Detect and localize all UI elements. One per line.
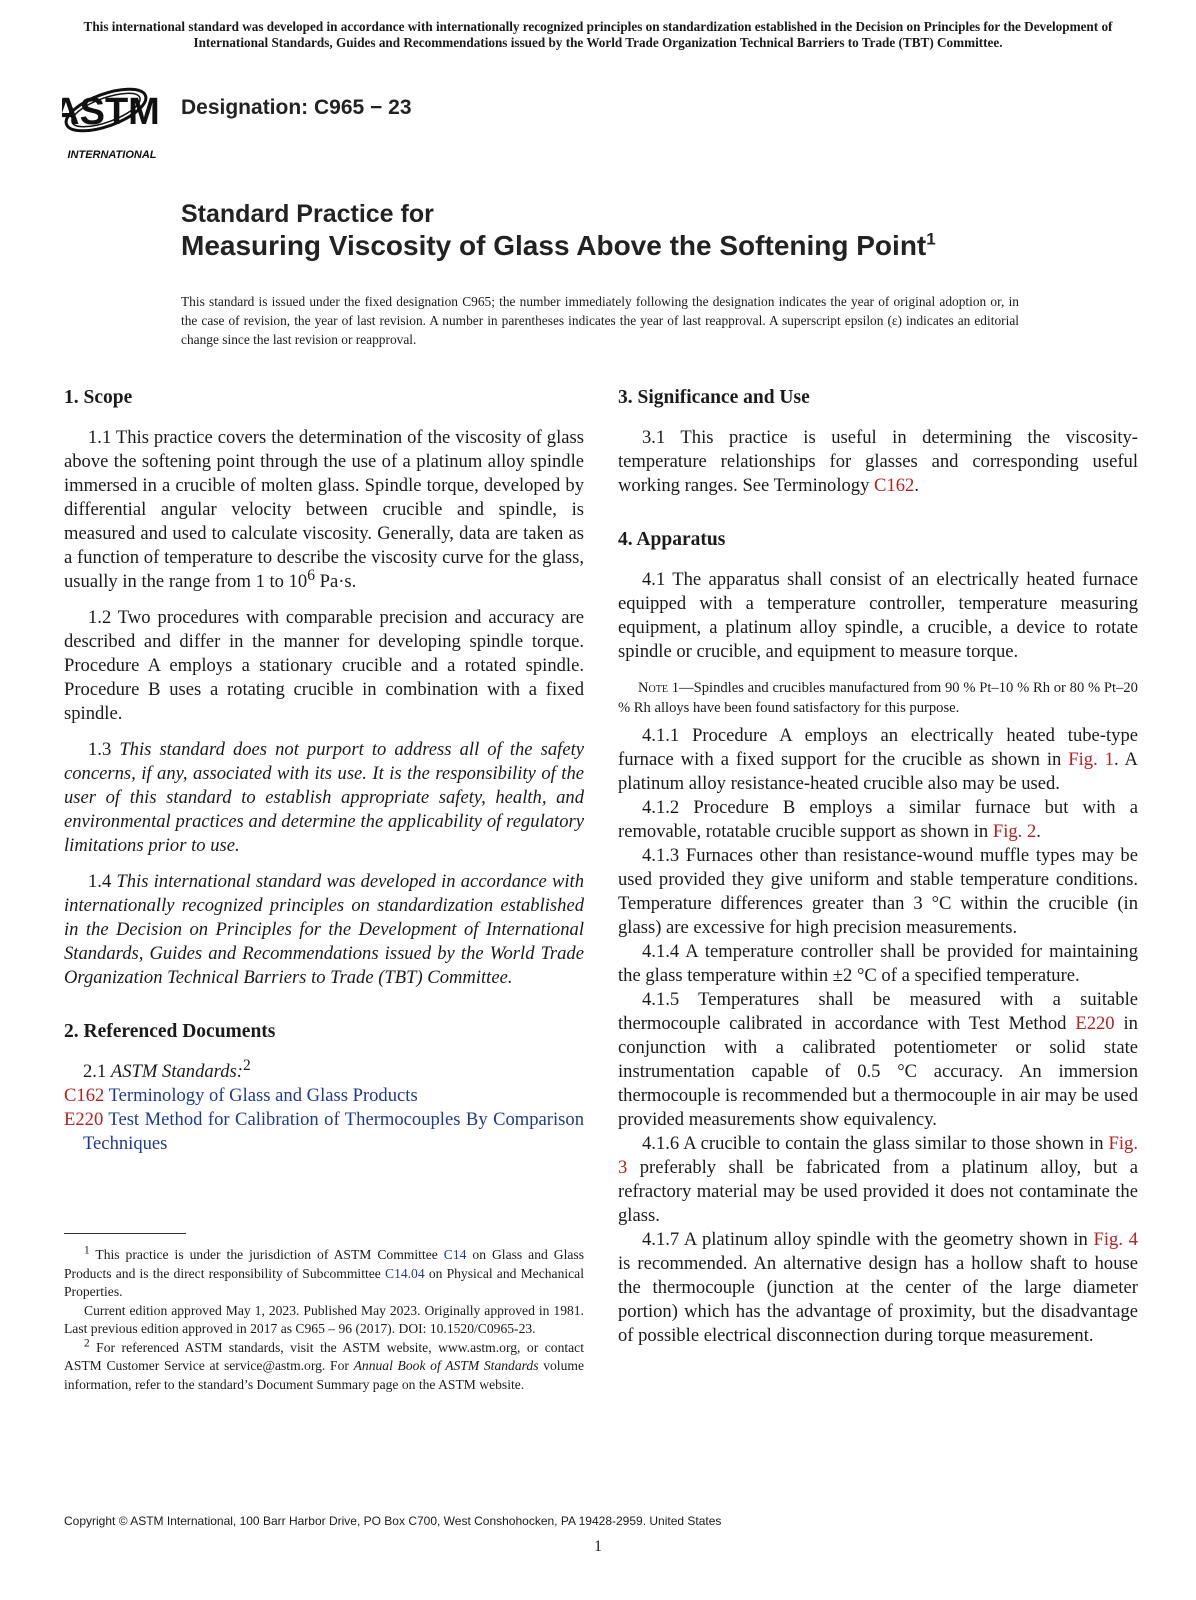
section-heading-significance: 3. Significance and Use xyxy=(618,387,810,408)
para-4-1-2-end: . xyxy=(1036,821,1041,842)
ref-c162-title-link[interactable]: Terminology of Glass and Glass Products xyxy=(104,1085,418,1106)
para-4-1: 4.1 The apparatus shall consist of an electrically heated furnace equipped with a temperature controller, temperature measuring equipment, a platinum alloy spindle, a crucible, a device to rotate spindle or crucible, and equipment to measure torque. xyxy=(618,569,1138,662)
copyright: Copyright © ASTM International, 100 Barr Harbor Drive, PO Box C700, West Conshohocken, PA 19428-2959. United States xyxy=(64,1514,722,1528)
fig-1-link[interactable]: Fig. 1 xyxy=(1068,749,1114,770)
para-4-1-6-text: 4.1.6 A crucible to contain the glass similar to those shown in xyxy=(642,1133,1109,1154)
para-4-1-1-text: 4.1.1 Procedure A employs an electrically heated tube-type furnace with a fixed support for the crucible as shown in xyxy=(618,725,1138,770)
astm-logo-icon xyxy=(62,68,172,168)
ref-c162-code-link[interactable]: C162 xyxy=(64,1085,105,1106)
para-4-1-6 xyxy=(618,1132,1138,1228)
footnote-2-mark: 2 xyxy=(84,1336,90,1349)
title-main: Measuring Viscosity of Glass Above the Softening Point xyxy=(181,230,927,261)
footnote-1-mark: 1 xyxy=(84,1244,90,1257)
issued-note: This standard is issued under the fixed designation C965; the number immediately following the designation indicates the year of original adoption or, in the case of revision, the year of last revision. A number in parentheses indicates the year of last reapproval. A superscript epsilon (ε) indicates an editorial change since the last revision or reapproval. xyxy=(181,294,1019,347)
para-1-4 xyxy=(64,870,584,990)
right-column xyxy=(618,386,1138,1348)
ref-e220 xyxy=(64,1108,584,1156)
para-2-1 xyxy=(64,1056,584,1084)
footnote-1-edition: Current edition approved May 1, 2023. Published May 2023. Originally approved in 1981. Last previous edition approved in 2017 as C965 – 96 (2017). DOI: 10.1520/C0965-23. xyxy=(64,1302,584,1336)
note-1-text: —Spindles and crucibles manufactured from 90 % Pt–10 % Rh or 80 % Pt–20 % Rh alloys have been found satisfactory for this purpose. xyxy=(618,680,1138,716)
footnote-1-text-b: on Glass and Glass Products and is the direct responsibility of Subcommittee xyxy=(64,1247,584,1281)
page-number: 1 xyxy=(594,1538,602,1555)
para-3-1-end: . xyxy=(914,475,919,496)
para-1-3-text: This standard does not purport to address all of the safety concerns, if any, associated with its use. It is the responsibility of the user of this standard to establish appropriate safety, health, and environmental practices and determine the applicability of regulatory limitations prior to use. xyxy=(64,739,585,856)
ref-c162 xyxy=(64,1084,584,1108)
footnote-1-text-a: This practice is under the jurisdiction of ASTM Committee xyxy=(89,1247,444,1262)
fig-4-link[interactable]: Fig. 4 xyxy=(1093,1229,1138,1250)
para-4-1-7-text: 4.1.7 A platinum alloy spindle with the geometry shown in xyxy=(642,1229,1094,1250)
footnote-2-italic: Annual Book of ASTM Standards xyxy=(353,1358,539,1373)
para-4-1-5-end: in conjunction with a calibrated potentiometer or solid state instrumentation capable of 0.5 °C accuracy. An immersion thermocouple is recommended but a thermocouple in air may be used provided measurements show equivalency. xyxy=(618,1013,1138,1130)
para-4-1-1 xyxy=(618,724,1138,796)
header-notice: This international standard was developed in accordance with internationally recognized principles on standardization established in the Decision on Principles for the Development of International Standards, Guides and Recommendations issued by the World Trade Organization Technical Barriers to Trade (TBT) Committee. xyxy=(83,19,1113,50)
para-1-4-num: 1.4 xyxy=(88,871,117,892)
para-1-1-end: Pa·s. xyxy=(314,571,357,592)
note-1-label: Note 1 xyxy=(638,680,680,696)
para-4-1-4: 4.1.4 A temperature controller shall be provided for maintaining the glass temperature within ±2 °C of a specified temperature. xyxy=(618,941,1138,986)
e220-link[interactable]: E220 xyxy=(1075,1013,1115,1034)
para-4-1-3: 4.1.3 Furnaces other than resistance-wound muffle types may be used provided they give uniform and stable temperature conditions. Temperature differences greater than 3 °C within the crucible (in glass) are excessive for high precision measurements. xyxy=(618,845,1138,938)
footnote-1-text-c: on Physical and Mechanical Properties. xyxy=(64,1265,584,1299)
left-column xyxy=(64,386,584,1156)
para-1-1-text: 1.1 This practice covers the determination of the viscosity of glass above the softening point through the use of a platinum alloy spindle immersed in a crucible of molten glass. Spindle torque, developed by differential angular velocity between crucible and spindle, is measured and used to calculate viscosity. Generally, data are taken as a function of temperature to describe the viscosity curve for the glass, usually in the range from 1 to 10 xyxy=(64,427,584,592)
para-3-1 xyxy=(618,426,1138,498)
para-4-1-6-end: preferably shall be fabricated from a platinum alloy, but a refractory material may be used provided it does not contaminate the glass. xyxy=(618,1157,1138,1226)
designation: Designation: C965 − 23 xyxy=(181,96,412,119)
section-heading-refdocs: 2. Referenced Documents xyxy=(64,1021,276,1042)
fig-3-link[interactable]: Fig. 3 xyxy=(618,1133,1138,1178)
c14-04-link[interactable]: C14.04 xyxy=(385,1265,425,1281)
footnote-2-text-b: volume information, refer to the standard’s Document Summary page on the ASTM website. xyxy=(64,1358,584,1392)
footnote-1 xyxy=(64,1246,584,1302)
para-4-1-2 xyxy=(618,796,1138,844)
para-4-1-7 xyxy=(618,1228,1138,1348)
title-line-2 xyxy=(181,229,936,263)
para-1-3 xyxy=(64,738,584,858)
logo-subtext: INTERNATIONAL xyxy=(67,149,157,161)
ref-e220-code-link[interactable]: E220 xyxy=(64,1109,104,1130)
footnote-2-text-a: For referenced ASTM standards, visit the ASTM website, www.astm.org, or contact ASTM Customer Service at service@astm.org. For xyxy=(64,1339,584,1373)
para-3-1-ref-link[interactable]: C162 xyxy=(874,475,915,496)
para-3-1-text: 3.1 This practice is useful in determining the viscosity-temperature relationships for glasses and corresponding useful working ranges. See Terminology xyxy=(618,427,1138,496)
footnotes xyxy=(64,1246,584,1394)
section-heading-apparatus: 4. Apparatus xyxy=(618,529,726,550)
para-1-3-num: 1.3 xyxy=(88,739,120,760)
ref-e220-title-link[interactable]: Test Method for Calibration of Thermocouples By Comparison Techniques xyxy=(83,1109,584,1154)
para-1-4-text: This international standard was developed in accordance with internationally recognized principles on standardization established in the Decision on Principles for the Development of International Standards, Guides and Recommendations issued by the World Trade Organization Technical Barriers to Trade (TBT) Committee. xyxy=(64,871,585,988)
para-2-1-mark: 2 xyxy=(242,1056,251,1074)
para-4-1-7-end: is recommended. An alternative design has a hollow shaft to house the thermocouple (junction at the center of the large diameter portion) which has the advantage of proximity, but the disadvantage of possible electrical disconnection during torque measurement. xyxy=(618,1253,1138,1346)
para-1-1-exponent: 6 xyxy=(307,566,315,584)
para-4-1-2-text: 4.1.2 Procedure B employs a similar furnace but with a removable, rotatable crucible support as shown in xyxy=(618,797,1138,842)
fig-2-link[interactable]: Fig. 2 xyxy=(992,821,1037,842)
para-4-1-5-text: 4.1.5 Temperatures shall be measured with a suitable thermocouple calibrated in accordance with Test Method xyxy=(618,989,1138,1034)
document-title xyxy=(181,199,936,263)
para-1-2: 1.2 Two procedures with comparable precision and accuracy are described and differ in the manner for developing spindle torque. Procedure A employs a stationary crucible and a rotated spindle. Procedure B uses a rotating crucible in combination with a fixed spindle. xyxy=(64,607,584,724)
para-4-1-1-end: . A platinum alloy resistance-heated crucible also may be used. xyxy=(618,749,1138,794)
para-2-1-text: ASTM Standards: xyxy=(110,1061,243,1082)
section-heading-scope: 1. Scope xyxy=(64,387,133,408)
para-4-1-5 xyxy=(618,988,1138,1132)
title-footnote-mark: 1 xyxy=(926,229,936,249)
para-2-1-num: 2.1 xyxy=(83,1061,111,1082)
para-1-1 xyxy=(64,426,584,594)
note-1 xyxy=(618,678,1138,718)
c14-link[interactable]: C14 xyxy=(443,1247,467,1262)
title-line-1: Standard Practice for xyxy=(181,200,434,228)
footnote-2 xyxy=(64,1336,584,1395)
footnote-divider xyxy=(64,1233,186,1234)
logo-text: ASTM xyxy=(62,91,160,133)
